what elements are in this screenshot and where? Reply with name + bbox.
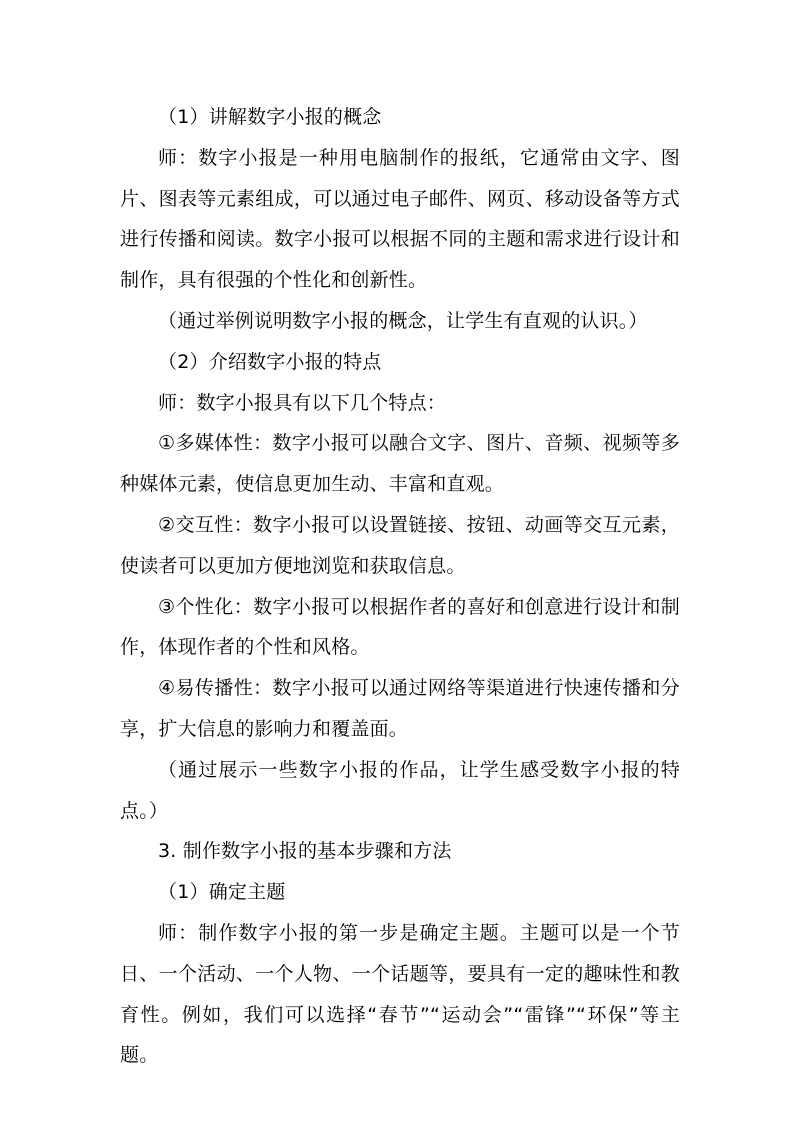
- feature-item-interactive: ②交互性：数字小报可以设置链接、按钮、动画等交互元素，使读者可以更加方便地浏览和获取信息。: [120, 513, 680, 577]
- subheading-choose-topic: （1）确定主题: [158, 881, 286, 904]
- paragraph-concept-note: （通过举例说明数字小报的概念，让学生有直观的认识。）: [158, 309, 648, 332]
- feature-item-personalized: ③个性化：数字小报可以根据作者的喜好和创意进行设计和制作，体现作者的个性和风格。: [120, 595, 680, 659]
- subheading-concept: （1）讲解数字小报的概念: [158, 106, 382, 128]
- section-heading-steps: 3. 制作数字小报的基本步骤和方法: [158, 840, 452, 863]
- feature-item-shareable: ④易传播性：数字小报可以通过网络等渠道进行快速传播和分享，扩大信息的影响力和覆盖面。: [120, 677, 680, 740]
- feature-item-multimedia: ①多媒体性：数字小报可以融合文字、图片、音频、视频等多种媒体元素，使信息更加生动、丰富和直观。: [120, 432, 680, 496]
- paragraph-features-note: （通过展示一些数字小报的作品，让学生感受数字小报的特点。）: [120, 758, 680, 822]
- paragraph-features-intro: 师：数字小报具有以下几个特点：: [158, 391, 447, 414]
- paragraph-concept-explanation: 师：数字小报是一种用电脑制作的报纸，它通常由文字、图片、图表等元素组成，可以通过电子邮件、网页、移动设备等方式进行传播和阅读。数字小报可以根据不同的主题和需求进行设计和制作，具有很强的个性化和创新性。: [120, 146, 680, 292]
- subheading-features: （2）介绍数字小报的特点: [158, 350, 382, 373]
- paragraph-choose-topic: 师：制作数字小报的第一步是确定主题。主题可以是一个节日、一个活动、一个人物、一个话题等，要具有一定的趣味性和教育性。例如，我们可以选择“春节”“运动会”“雷锋”“环保”等主题。: [120, 921, 680, 1067]
- document-body: [120, 97, 680, 1076]
